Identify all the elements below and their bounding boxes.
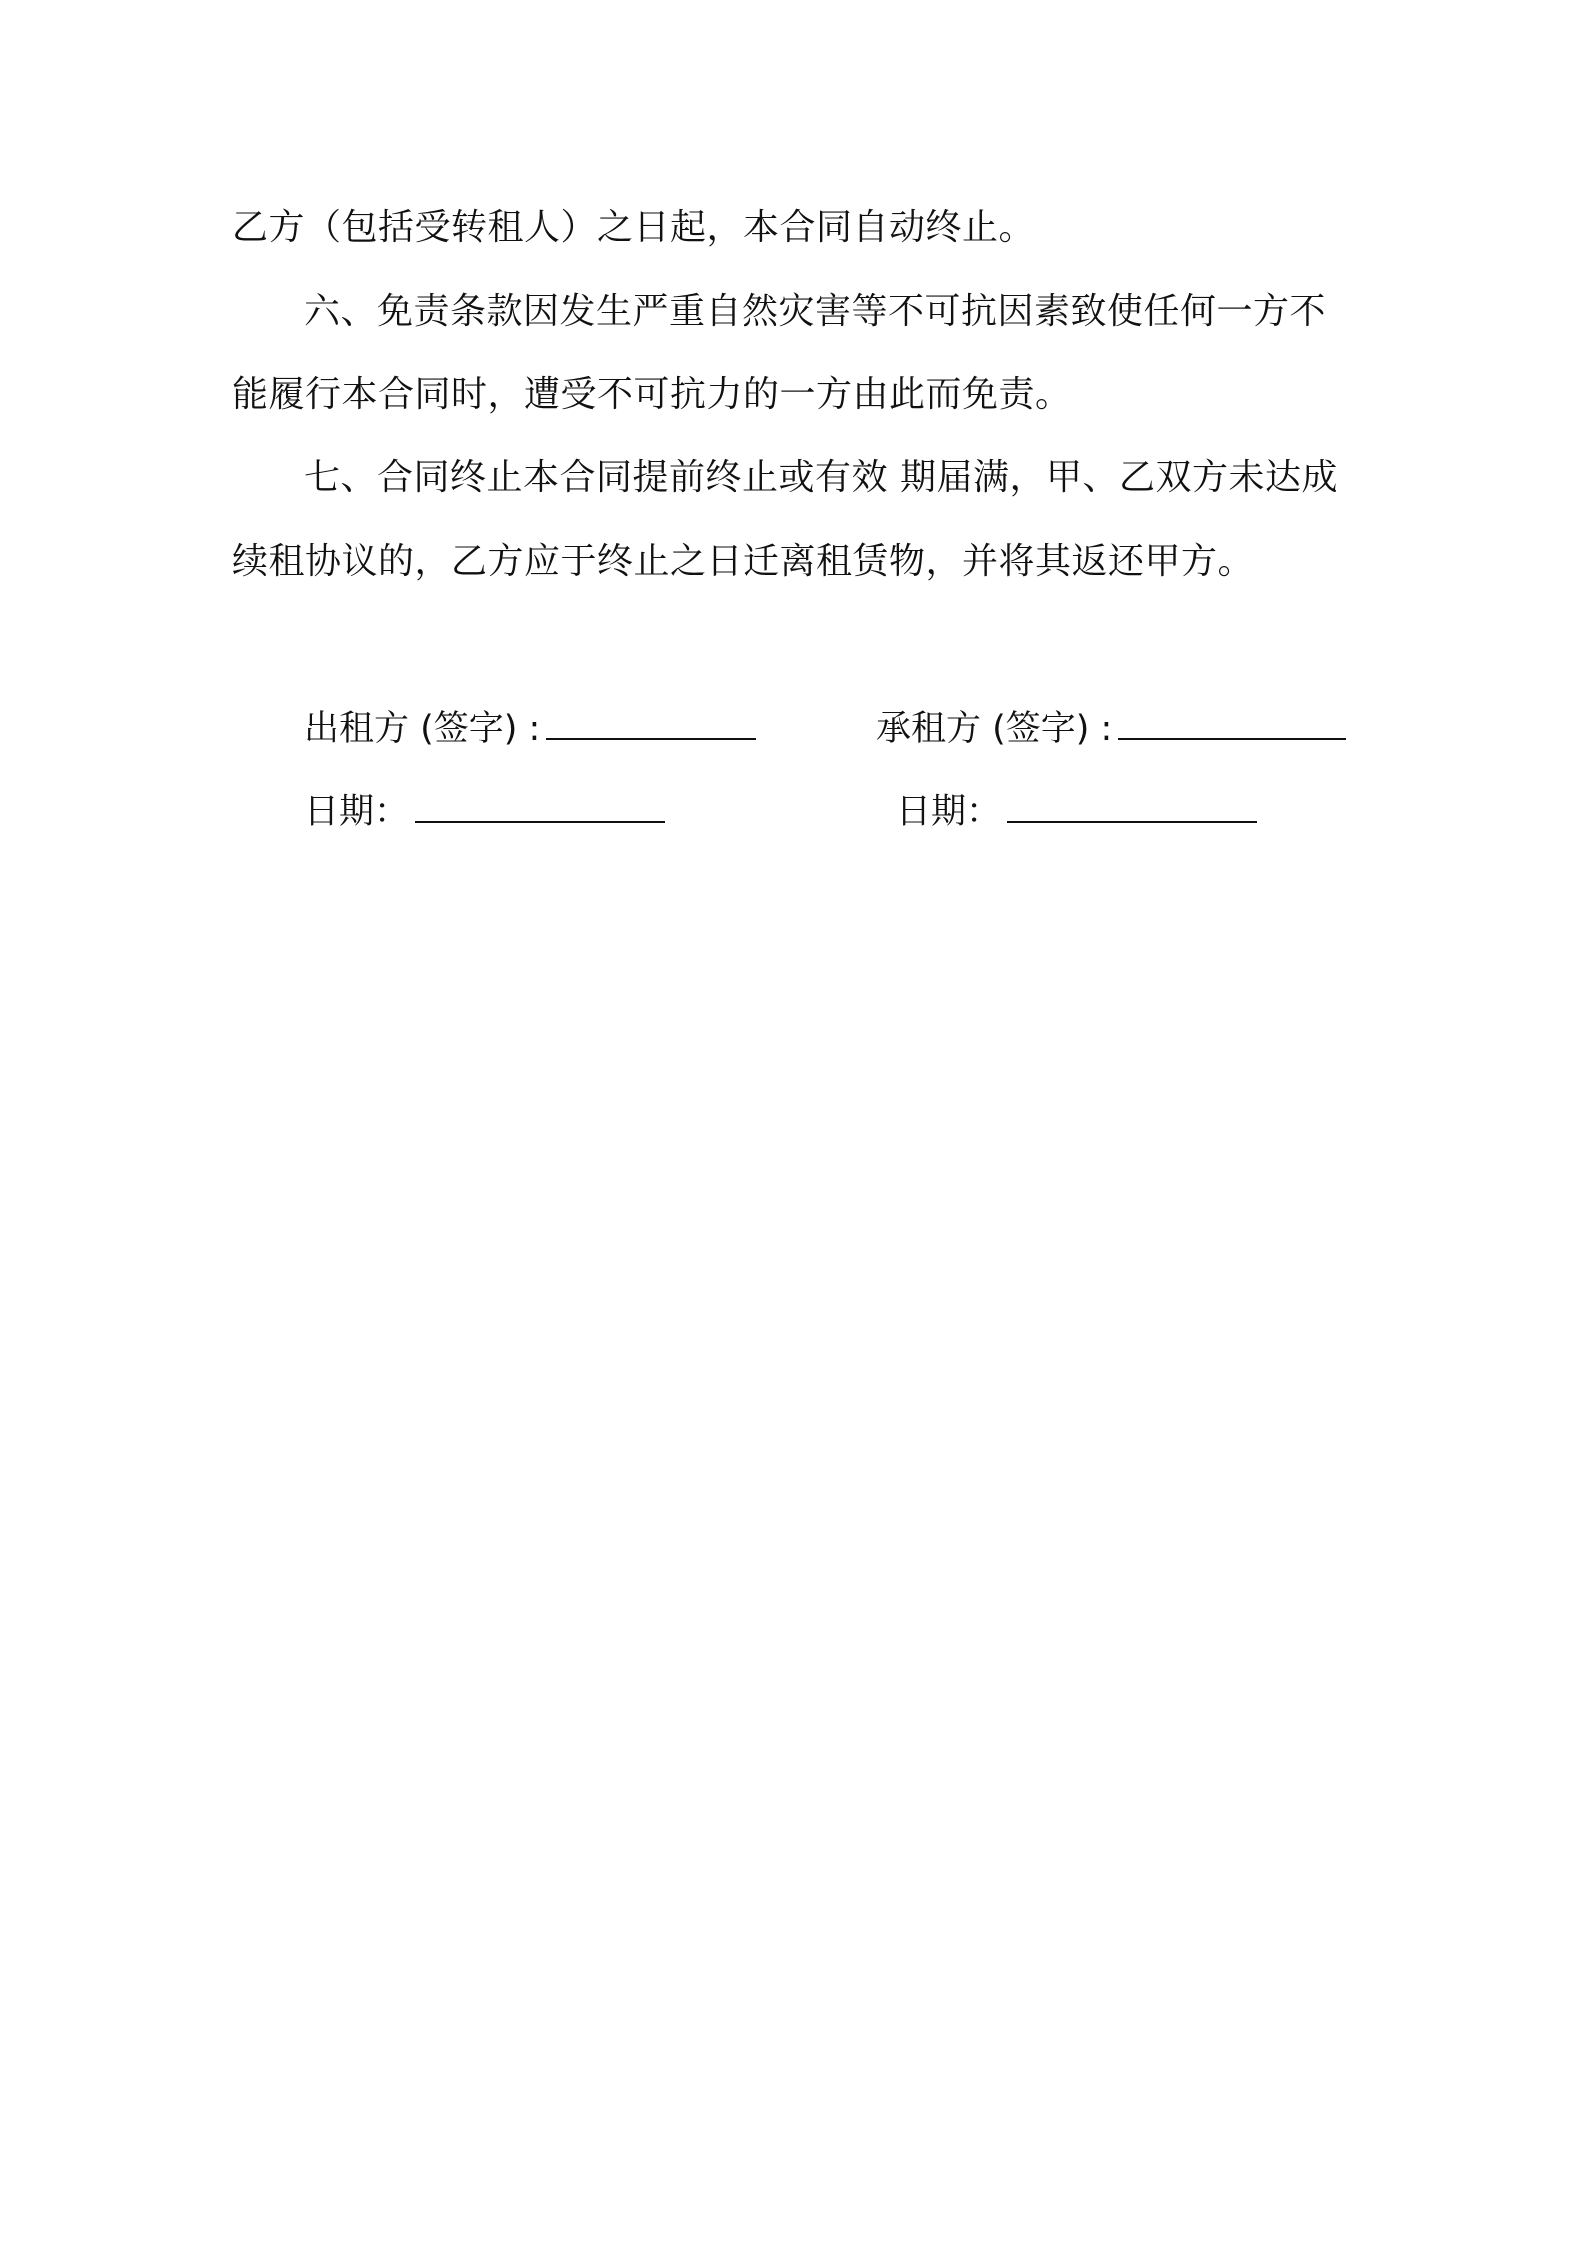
lessee-date-blank — [1007, 791, 1257, 823]
lessor-signature-blank — [546, 708, 756, 740]
lessor-signature-label: 出租方 (签字) : — [304, 709, 541, 749]
paragraph-line-3: 能履行本合同时，遭受不可抗力的一方由此而免责。 — [232, 374, 1072, 415]
lessor-date-blank — [415, 791, 665, 823]
lessor-signature-row — [304, 707, 756, 751]
paragraph-line-5: 续租协议的，乙方应于终止之日迁离租赁物，并将其返还甲方。 — [232, 541, 1255, 582]
lessor-date-row — [304, 790, 665, 834]
paragraph-line-2: 六、免责条款因发生严重自然灾害等不可抗因素致使任何一方不 — [304, 291, 1327, 332]
lessee-signature-label: 承租方 (签字) : — [876, 709, 1113, 749]
lessee-date-label: 日期： — [896, 792, 1002, 832]
lessee-signature-row — [876, 707, 1346, 751]
paragraph-line-1: 乙方（包括受转租人）之日起，本合同自动终止。 — [232, 207, 1036, 248]
lessee-signature-blank — [1118, 708, 1346, 740]
lessee-date-row — [896, 790, 1257, 834]
paragraph-line-4: 七、合同终止本合同提前终止或有效 期届满，甲、乙双方未达成 — [304, 457, 1338, 498]
lessor-date-label: 日期： — [304, 792, 410, 832]
